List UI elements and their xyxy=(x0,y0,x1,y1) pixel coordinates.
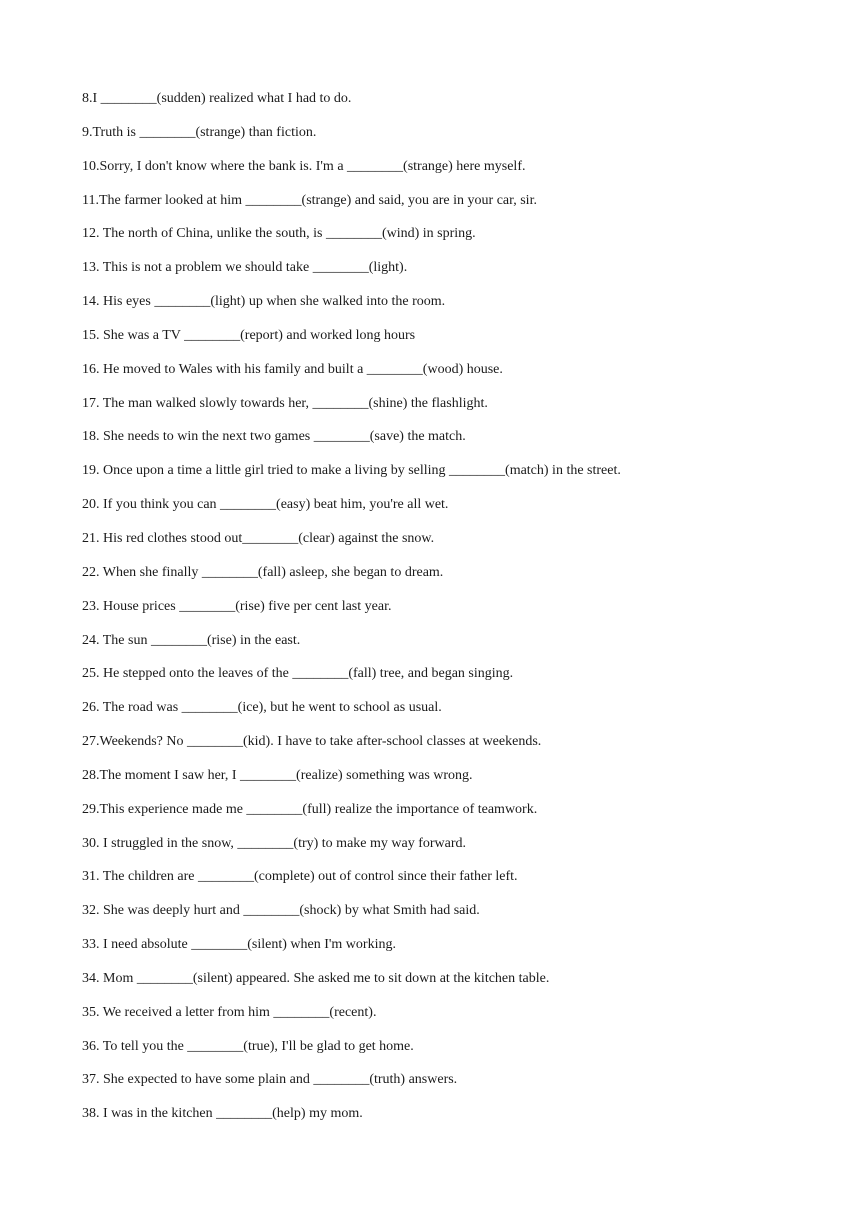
question-item: 24. The sun ________(rise) in the east. xyxy=(82,632,301,648)
question-item: 33. I need absolute ________(silent) when I'm working. xyxy=(82,937,396,953)
question-item: 31. The children are ________(complete) out of control since their father left. xyxy=(82,869,518,885)
question-list xyxy=(82,88,802,1137)
question-item: 32. She was deeply hurt and ________(shock) by what Smith had said. xyxy=(82,903,480,919)
question-item: 8.I ________(sudden) realized what I had to do. xyxy=(82,91,352,106)
question-item: 29.This experience made me ________(full) realize the importance of teamwork. xyxy=(82,801,538,817)
question-item: 25. He stepped onto the leaves of the ________(fall) tree, and began singing. xyxy=(82,666,514,682)
question-item: 12. The north of China, unlike the south, is ________(wind) in spring. xyxy=(82,226,476,242)
question-item: 20. If you think you can ________(easy) beat him, you're all wet. xyxy=(82,497,449,513)
question-item: 16. He moved to Wales with his family and built a ________(wood) house. xyxy=(82,361,503,377)
question-item: 11.The farmer looked at him ________(strange) and said, you are in your car, sir. xyxy=(82,192,537,208)
question-item: 10.Sorry, I don't know where the bank is. I'm a ________(strange) here myself. xyxy=(82,158,526,174)
question-item: 9.Truth is ________(strange) than fiction. xyxy=(82,124,317,140)
question-item: 15. She was a TV ________(report) and worked long hours xyxy=(82,327,416,343)
question-item: 21. His red clothes stood out________(clear) against the snow. xyxy=(82,530,435,546)
question-item: 13. This is not a problem we should take ________(light). xyxy=(82,260,408,276)
question-item: 26. The road was ________(ice), but he went to school as usual. xyxy=(82,700,442,716)
question-item: 17. The man walked slowly towards her, ________(shine) the flashlight. xyxy=(82,395,488,411)
question-item: 19. Once upon a time a little girl tried to make a living by selling ________(match) in the street. xyxy=(82,463,621,479)
question-item: 35. We received a letter from him ________(recent). xyxy=(82,1004,377,1020)
question-item: 34. Mom ________(silent) appeared. She asked me to sit down at the kitchen table. xyxy=(82,970,550,986)
question-item: 22. When she finally ________(fall) asleep, she began to dream. xyxy=(82,564,444,580)
question-item: 37. She expected to have some plain and ________(truth) answers. xyxy=(82,1072,458,1088)
question-item: 14. His eyes ________(light) up when she walked into the room. xyxy=(82,294,446,310)
question-item: 28.The moment I saw her, I ________(realize) something was wrong. xyxy=(82,767,473,783)
question-item: 30. I struggled in the snow, ________(try) to make my way forward. xyxy=(82,835,467,851)
question-item: 23. House prices ________(rise) five per cent last year. xyxy=(82,598,392,614)
question-item: 38. I was in the kitchen ________(help) my mom. xyxy=(82,1106,363,1122)
question-item: 18. She needs to win the next two games ________(save) the match. xyxy=(82,429,466,445)
question-item: 27.Weekends? No ________(kid). I have to take after-school classes at weekends. xyxy=(82,734,542,750)
question-item: 36. To tell you the ________(true), I'll be glad to get home. xyxy=(82,1038,414,1054)
